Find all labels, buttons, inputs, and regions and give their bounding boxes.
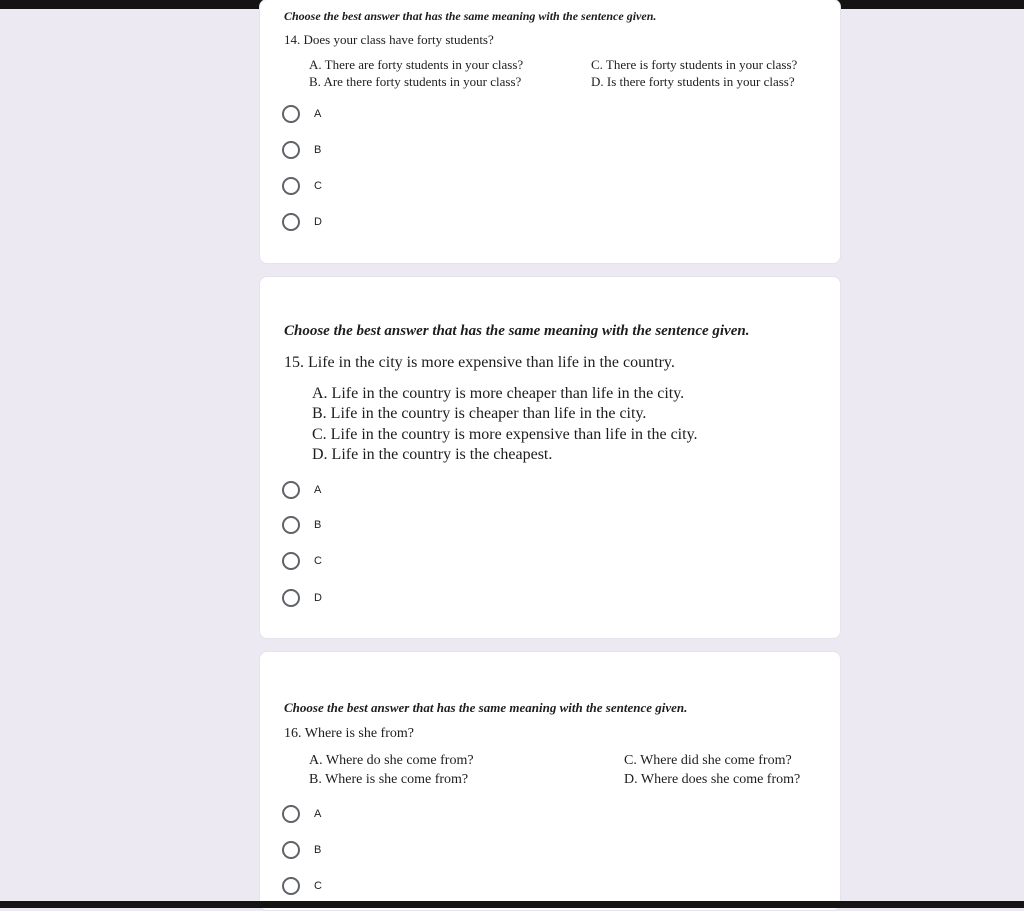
radio-choice-a[interactable] <box>282 480 321 500</box>
radio-circle-icon[interactable] <box>282 481 300 499</box>
radio-circle-icon[interactable] <box>282 105 300 123</box>
option-text-c: C. Life in the country is more expensive than life in the city. <box>312 426 698 443</box>
option-text-d: D. Is there forty students in your class? <box>591 74 795 89</box>
radio-choice-a[interactable] <box>282 804 321 824</box>
radio-choice-b[interactable] <box>282 140 321 160</box>
radio-choice-c[interactable] <box>282 876 322 896</box>
question-instruction: Choose the best answer that has the same meaning with the sentence given. <box>284 9 657 23</box>
option-text-a: A. Where do she come from? <box>309 753 474 768</box>
radio-label: C <box>314 880 322 892</box>
radio-label: A <box>314 808 322 820</box>
option-text-d: D. Where does she come from? <box>624 772 801 787</box>
radio-choice-c[interactable] <box>282 551 322 571</box>
option-text-a: A. There are forty students in your class? <box>309 57 524 72</box>
option-text-b: B. Life in the country is cheaper than life in the city. <box>312 405 647 422</box>
option-text-c: C. Where did she come from? <box>624 753 792 768</box>
radio-choice-b[interactable] <box>282 515 321 535</box>
radio-circle-icon[interactable] <box>282 552 300 570</box>
radio-choice-d[interactable] <box>282 212 322 232</box>
bottom-frame-bar <box>0 901 1024 908</box>
radio-choice-a[interactable] <box>282 104 321 124</box>
question-card-16 <box>259 651 841 911</box>
radio-label: B <box>314 519 322 531</box>
question-text: 16. Where is she from? <box>284 726 414 741</box>
radio-choice-d[interactable] <box>282 588 322 608</box>
option-text-c: C. There is forty students in your class? <box>591 57 798 72</box>
radio-circle-icon[interactable] <box>282 213 300 231</box>
question-instruction: Choose the best answer that has the same meaning with the sentence given. <box>284 700 688 715</box>
radio-label: C <box>314 555 322 567</box>
question-text: 15. Life in the city is more expensive than life in the country. <box>284 354 675 371</box>
option-text-d: D. Life in the country is the cheapest. <box>312 446 553 463</box>
radio-circle-icon[interactable] <box>282 841 300 859</box>
radio-choice-c[interactable] <box>282 176 322 196</box>
radio-choice-b[interactable] <box>282 840 321 860</box>
radio-circle-icon[interactable] <box>282 805 300 823</box>
option-text-b: B. Where is she come from? <box>309 772 469 787</box>
radio-label: A <box>314 108 322 120</box>
radio-label: B <box>314 144 322 156</box>
radio-circle-icon[interactable] <box>282 177 300 195</box>
radio-circle-icon[interactable] <box>282 589 300 607</box>
radio-label: D <box>314 216 322 228</box>
radio-circle-icon[interactable] <box>282 877 300 895</box>
radio-label: A <box>314 484 322 496</box>
radio-circle-icon[interactable] <box>282 141 300 159</box>
radio-label: D <box>314 592 322 604</box>
option-text-b: B. Are there forty students in your class? <box>309 74 522 89</box>
question-card-14 <box>259 0 841 264</box>
question-instruction: Choose the best answer that has the same meaning with the sentence given. <box>284 323 750 339</box>
question-card-15 <box>259 276 841 639</box>
radio-label: C <box>314 180 322 192</box>
radio-circle-icon[interactable] <box>282 516 300 534</box>
option-text-a: A. Life in the country is more cheaper than life in the city. <box>312 385 685 402</box>
radio-label: B <box>314 844 322 856</box>
question-text: 14. Does your class have forty students? <box>284 32 494 47</box>
